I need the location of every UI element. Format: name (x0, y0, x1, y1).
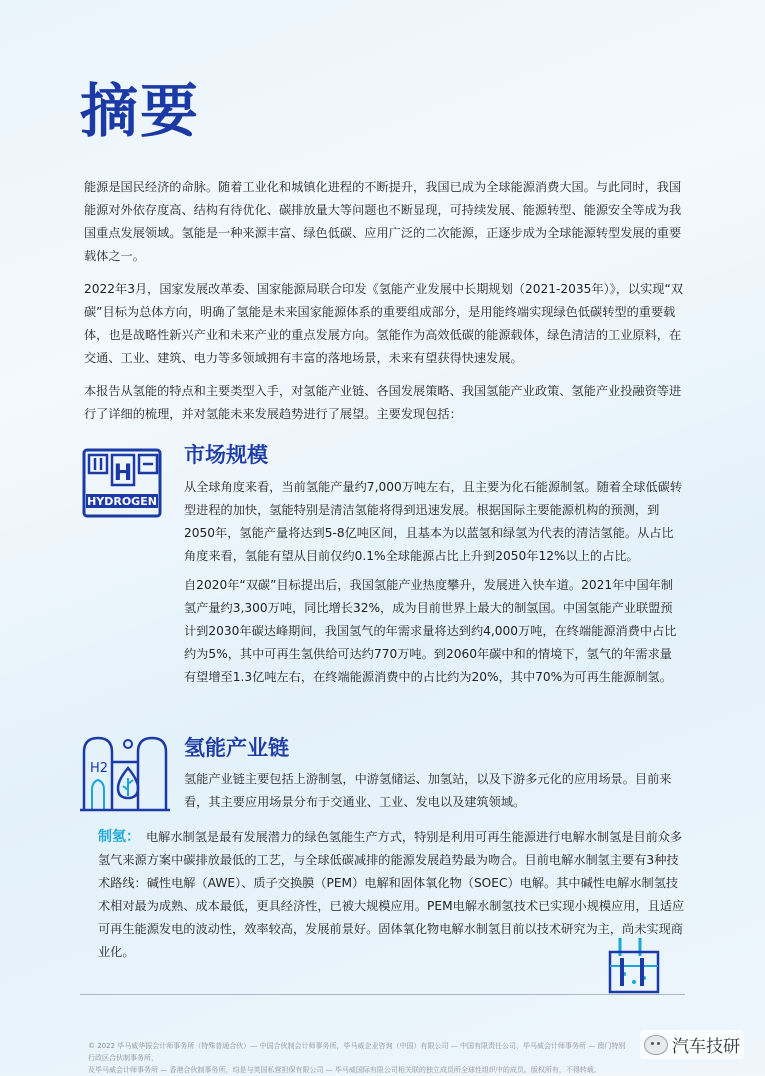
wechat-icon (644, 1035, 668, 1055)
hydrogen-production-block (98, 826, 688, 964)
market-size-body (184, 476, 684, 695)
industry-chain-body (184, 768, 684, 820)
svg-text:H: H (113, 461, 133, 486)
copyright-line-2: 及毕马威会计师事务所 — 香港合伙制事务所，均是与英国私营担保有限公司 — 毕马威国际有限公司相关联的独立成员所全球性组织中的成员。版权所有，不得转载。 (88, 1066, 601, 1074)
watermark (640, 1030, 744, 1059)
watermark-text: 汽车技研 (672, 1037, 740, 1057)
svg-text:HYDROGEN: HYDROGEN (87, 495, 157, 508)
industry-chain-title: 氢能产业链 (184, 736, 289, 760)
intro-paragraph-1: 能源是国民经济的命脉。随着工业化和城镇化进程的不断提升，我国已成为全球能源消费大国。与此同时，我国能源对外依存度高、结构有待优化、碳排放量大等问题也不断显现，可持续发展、能源转型、能源安全等成为我国重点发展领域。氢能是一种来源丰富、绿色低碳、应用广泛的二次能源，正逐步成为全球能源转型发展的重要载体之一。 (84, 180, 682, 263)
footer-divider (80, 994, 685, 995)
copyright-footer (88, 1040, 628, 1076)
copyright-line-1: © 2022 毕马威华振会计师事务所（特殊普通合伙）— 中国合伙制会计师事务所，毕马威企业咨询（中国）有限公司 — 中国有限责任公司，毕马威会计师事务所 — 澳门特别行政区合伙制事务所， (88, 1042, 626, 1062)
market-size-title: 市场规模 (184, 443, 268, 467)
market-paragraph-1: 从全球角度来看，当前氢能产量约7,000万吨左右，且主要为化石能源制氢。随着全球低碳转型进程的加快，氢能特别是清洁氢能将得到迅速发展。根据国际主要能源机构的预测，到2050年，氢能产量将达到5-8亿吨区间，且基本为以蓝氢和绿氢为代表的清洁氢能。从占比角度来看，氢能有望从目前仅约0.1%全球能源占比上升到2050年12%以上的占比。 (184, 480, 683, 563)
hydrogen-tank-icon (82, 446, 164, 520)
electrolyzer-icon (606, 936, 662, 994)
intro-paragraph-3: 本报告从氢能的特点和主要类型入手，对氢能产业链、各国发展策略、我国氢能产业政策、氢能产业投融资等进行了详细的梳理，并对氢能未来发展趋势进行了展望。主要发现包括： (84, 384, 682, 421)
production-label: 制氢： (98, 829, 140, 845)
intro-paragraph-2: 2022年3月，国家发展改革委、国家能源局联合印发《氢能产业发展中长期规划（2021-2035年）》，以实现“双碳”目标为总体方向，明确了氢能是未来国家能源体系的重要组成部分，是用能终端实现绿色低碳转型的重要载体，也是战略性新兴产业和未来产业的重点发展方向。氢能作为高效低碳的能源载体，绿色清洁的工业原料，在交通、工业、建筑、电力等多领域拥有丰富的落地场景，未来有望获得快速发展。 (84, 282, 684, 365)
production-text: 电解水制氢是最有发展潜力的绿色氢能生产方式，特别是利用可再生能源进行电解水制氢是目前众多氢气来源方案中碳排放最低的工艺，与全球低碳减排的能源发展趋势最为吻合。目前电解水制氢主要有3种技术路线：碱性电解（AWE）、质子交换膜（PEM）电解和固体氧化物（SOEC）电解。其中碱性电解水制氢技术相对最为成熟、成本最低，更具经济性，已被大规模应用。PEM电解水制氢技术已实现小规模应用，且适应可再生能源发电的波动性，效率较高，发展前景好。固体氧化物电解水制氢目前以技术研究为主，尚未实现商业化。 (98, 830, 685, 959)
page-title: 摘要 (80, 77, 201, 145)
market-paragraph-2: 自2020年“双碳”目标提出后，我国氢能产业热度攀升，发展进入快车道。2021年中国年制氢产量约3,300万吨，同比增长32%，成为目前世界上最大的制氢国。中国氢能产业联盟预计到2030年碳达峰期间，我国氢气的年需求量将达到约4,000万吨，在终端能源消费中占比约为5%，其中可再生氢供给可达约770万吨。到2060年碳中和的情境下，氢气的年需求量有望增至1.3亿吨左右，在终端能源消费中的占比约为20%，其中70%为可再生能源制氢。 (184, 578, 677, 684)
chain-paragraph-1: 氢能产业链主要包括上游制氢，中游氢储运、加氢站，以及下游多元化的应用场景。目前来看，其主要应用场景分布于交通业、工业、发电以及建筑领域。 (184, 772, 672, 809)
intro-section (84, 176, 684, 436)
hydrogen-plant-icon (80, 732, 170, 812)
svg-text:H2: H2 (90, 761, 109, 776)
